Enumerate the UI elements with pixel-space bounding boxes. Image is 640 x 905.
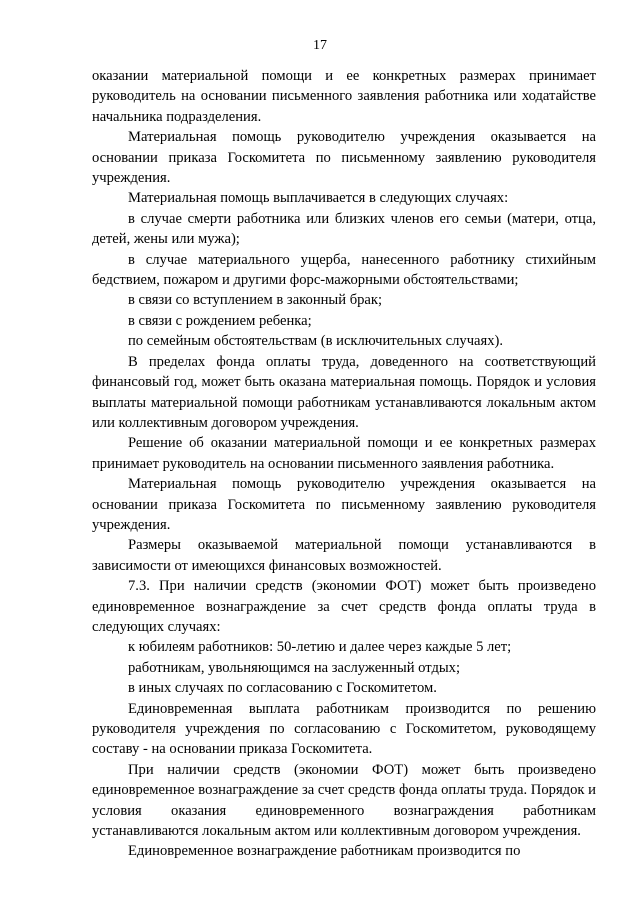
paragraph-one-time-payment: Единовременная выплата работникам производится по решению руководителя учреждения по согласованию с Госкомитетом, руководящему составу - на основании приказа Госкомитета. <box>92 700 596 758</box>
paragraph-1: оказании материальной помощи и ее конкретных размерах принимает руководитель на основании письменного заявления работника или ходатайстве начальника подразделения. <box>92 68 596 125</box>
paragraph-3: Материальная помощь выплачивается в следующих случаях: <box>128 190 509 207</box>
paragraph-decision: Решение об оказании материальной помощи и ее конкретных размерах принимает руководитель на основании письменного заявления работника. <box>92 435 596 472</box>
paragraph-last: Единовременное вознаграждение работникам производится по <box>128 843 521 860</box>
paragraph-fund: В пределах фонда оплаты труда, доведенного на соответствующий финансовый год, может быть оказана материальная помощь. Порядок и условия выплаты материальной помощи работникам устанавливаются локальным актом или коллективным договором учреждения. <box>92 353 596 431</box>
list-item-marriage: в связи со вступлением в законный брак; <box>128 292 383 309</box>
paragraph-7-3: 7.3. При наличии средств (экономии ФОТ) может быть произведено единовременное вознаграждение за счет средств фонда оплаты труда в следующих случаях: <box>92 578 596 635</box>
body-text <box>92 66 596 862</box>
paragraph-amounts: Размеры оказываемой материальной помощи устанавливаются в зависимости от имеющихся финансовых возможностей. <box>92 537 596 574</box>
page-number: 17 <box>313 38 327 53</box>
paragraph-head-aid: Материальная помощь руководителю учреждения оказывается на основании приказа Госкомитета по письменному заявлению руководителя учреждения. <box>92 476 596 533</box>
list-item-childbirth: в связи с рождением ребенка; <box>128 312 312 329</box>
list-item-death: в случае смерти работника или близких членов его семьи (матери, отца, детей, жены или мужа); <box>92 210 596 248</box>
paragraph-2: Материальная помощь руководителю учреждения оказывается на основании приказа Госкомитета по письменному заявлению руководителя учреждения. <box>92 129 596 187</box>
list-item-damage: в случае материального ущерба, нанесенного работнику стихийным бедствием, пожаром и другими форс-мажорными обстоятельствами; <box>92 251 596 289</box>
list-item-other: в иных случаях по согласованию с Госкомитетом. <box>128 680 437 697</box>
list-item-family: по семейным обстоятельствам (в исключительных случаях). <box>128 333 504 350</box>
list-item-retirement: работникам, увольняющимся на заслуженный отдых; <box>128 659 461 676</box>
list-item-jubilee: к юбилеям работников: 50-летию и далее через каждые 5 лет; <box>128 639 512 656</box>
paragraph-one-time-reward: При наличии средств (экономии ФОТ) может быть произведено единовременное вознаграждение за счет средств фонда оплаты труда. Порядок и условия оказания единовременного вознаграждения работникам устанавливаются локальным актом или коллективным договором учреждения. <box>92 761 596 840</box>
